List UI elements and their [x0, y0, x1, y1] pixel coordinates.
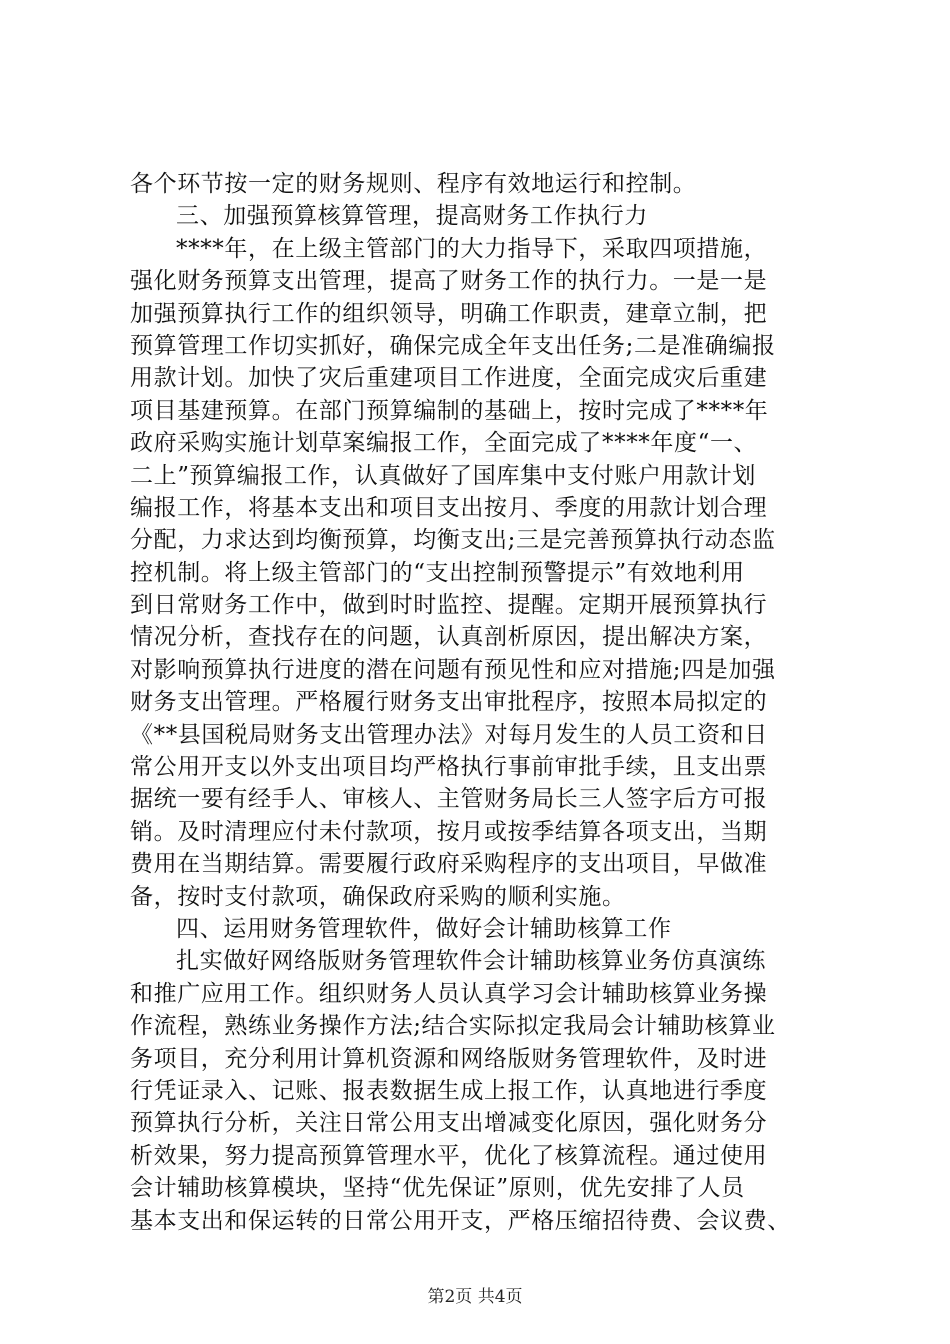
text-line: 和推广应用工作。组织财务人员认真学习会计辅助核算业务操	[130, 980, 768, 1007]
page-number-footer: 第2页 共4页	[427, 1287, 523, 1307]
text-line: 预算执行分析，关注日常公用支出增减变化原因，强化财务分	[130, 1110, 768, 1137]
text-line: 用款计划。加快了灾后重建项目工作进度，全面完成灾后重建	[130, 365, 768, 392]
text-line: 作流程，熟练业务操作方法;结合实际拟定我局会计辅助核算业	[130, 1013, 776, 1040]
text-line: 强化财务预算支出管理，提高了财务工作的执行力。一是一是	[130, 268, 768, 295]
text-line: 预算管理工作切实抓好，确保完成全年支出任务;二是准确编报	[130, 332, 776, 359]
text-line: 备，按时支付款项，确保政府采购的顺利实施。	[130, 883, 626, 910]
section-heading-3: 三、加强预算核算管理，提高财务工作执行力	[176, 203, 648, 230]
section-heading-4: 四、运用财务管理软件，做好会计辅助核算工作	[176, 915, 672, 942]
text-line: 销。及时清理应付未付款项，按月或按季结算各项支出，当期	[130, 818, 768, 845]
text-line: 财务支出管理。严格履行财务支出审批程序，按照本局拟定的	[130, 689, 768, 716]
text-line: 行凭证录入、记账、报表数据生成上报工作，认真地进行季度	[130, 1077, 768, 1104]
text-line: 项目基建预算。在部门预算编制的基础上，按时完成了****年	[130, 397, 769, 424]
text-line: 对影响预算执行进度的潜在问题有预见性和应对措施;四是加强	[130, 656, 776, 683]
text-line: 据统一要有经手人、审核人、主管财务局长三人签字后方可报	[130, 786, 768, 813]
text-line: 扎实做好网络版财务管理软件会计辅助核算业务仿真演练	[176, 948, 766, 975]
text-line: 二上”预算编报工作，认真做好了国库集中支付账户用款计划	[130, 462, 756, 489]
text-line: 各个环节按一定的财务规则、程序有效地运行和控制。	[130, 171, 697, 197]
text-line: 《**县国税局财务支出管理办法》对每月发生的人员工资和日	[130, 721, 768, 748]
text-line: 加强预算执行工作的组织领导，明确工作职责，建章立制，把	[130, 300, 768, 327]
text-line: 常公用开支以外支出项目均严格执行事前审批手续，且支出票	[130, 754, 768, 781]
text-line: 政府采购实施计划草案编报工作，全面完成了****年度“一、	[130, 430, 758, 457]
text-line: 情况分析，查找存在的问题，认真剖析原因，提出解决方案，	[130, 624, 768, 651]
text-line: 析效果，努力提高预算管理水平，优化了核算流程。通过使用	[130, 1142, 768, 1169]
text-line: 编报工作，将基本支出和项目支出按月、季度的用款计划合理	[130, 494, 768, 521]
text-line: 控机制。将上级主管部门的“支出控制预警提示”有效地利用	[130, 559, 745, 586]
text-line: 分配，力求达到均衡预算，均衡支出;三是完善预算执行动态监	[130, 527, 776, 554]
document-body	[130, 168, 840, 1237]
text-line: 务项目，充分利用计算机资源和网络版财务管理软件，及时进	[130, 1045, 768, 1072]
text-line: ****年，在上级主管部门的大力指导下，采取四项措施，	[176, 235, 768, 262]
text-line: 到日常财务工作中，做到时时监控、提醒。定期开展预算执行	[130, 592, 768, 619]
text-line: 费用在当期结算。需要履行政府采购程序的支出项目，早做准	[130, 851, 768, 878]
text-line: 会计辅助核算模块，坚持“优先保证”原则，优先安排了人员	[130, 1175, 745, 1202]
text-line: 基本支出和保运转的日常公用开支，严格压缩招待费、会议费、	[130, 1207, 791, 1234]
